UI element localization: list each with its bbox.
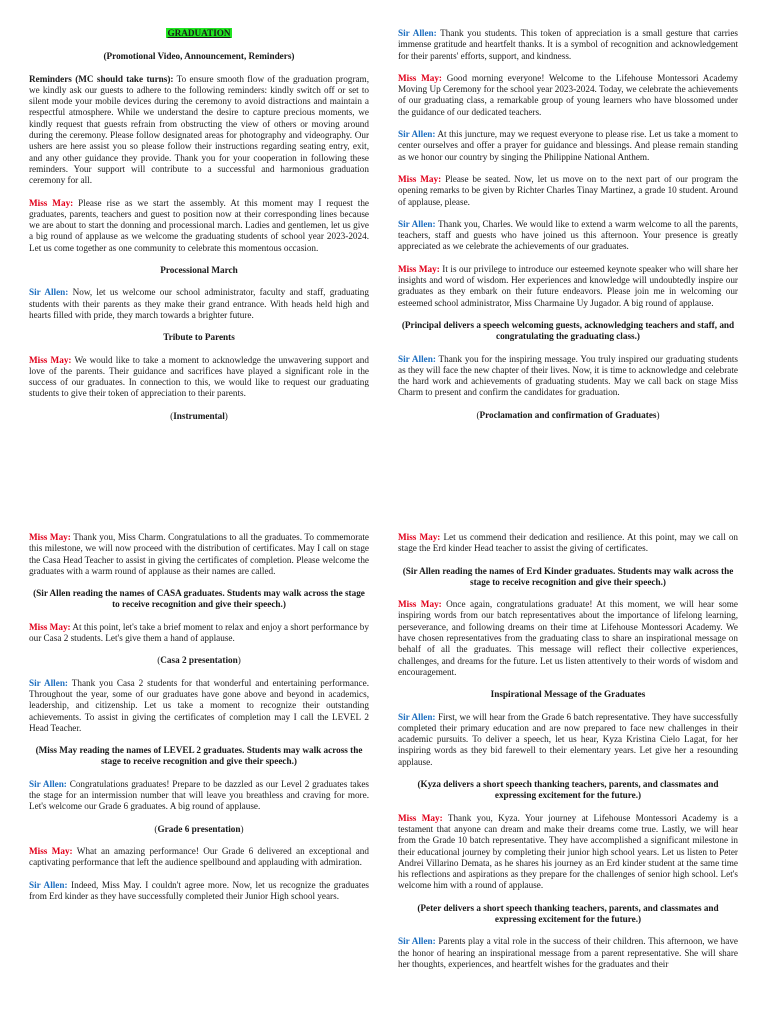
script-paragraph: Sir Allen: Thank you, Charles. We would like to extend a warm welcome to all the parents, teachers, staff and guests who have joined us this afternoon. Your presence is greatly appreciated as we celebrate the achievements of our graduates. bbox=[398, 218, 739, 252]
speaker-label: Miss May: bbox=[398, 599, 442, 610]
stage-direction: (Sir Allen reading the names of CASA graduates. Students may walk across the stage to receive recognition and give their speech.) bbox=[33, 588, 365, 610]
right-column bbox=[398, 28, 738, 432]
document-page-top bbox=[0, 0, 768, 506]
script-paragraph: Miss May: Please be seated. Now, let us move on to the next part of our program the opening remarks to be given by Richter Charles Tinay Martinez, a grade 10 student. Around of applause, please. bbox=[398, 173, 738, 207]
speaker-label: Sir Allen: bbox=[29, 879, 68, 890]
segment-note: (Grade 6 presentation) bbox=[154, 823, 244, 834]
speaker-label: Miss May: bbox=[398, 532, 441, 542]
speaker-label: Sir Allen: bbox=[398, 711, 436, 722]
speaker-label: Sir Allen: bbox=[29, 677, 68, 688]
speaker-label: Sir Allen: bbox=[398, 28, 437, 38]
speaker-label: Miss May: bbox=[398, 263, 440, 274]
script-paragraph: Miss May: Let us commend their dedication and resilience. At this point, may we call on stage the Erd kinder Head teacher to assist the giving of certificates. bbox=[398, 532, 739, 554]
speaker-label: Miss May: bbox=[29, 532, 71, 542]
speaker-label: Miss May: bbox=[398, 72, 442, 83]
speaker-label: Miss May: bbox=[398, 173, 442, 184]
script-paragraph: Sir Allen: Parents play a vital role in the success of their children. This afternoon, we have the honor of hearing an inspirational message from a parent representative. She will share her thoughts, experiences, and heartfelt wishes for the graduates and their bbox=[398, 936, 738, 969]
stage-direction: (Peter delivers a short speech thanking teachers, parents, and classmates and expressing excitement for the future.) bbox=[417, 902, 719, 925]
script-paragraph: Miss May: Please rise as we start the assembly. At this moment may I request the graduates, parents, teachers and guest to position now at their corresponding lines because we are about to start the donning and processional march. Ladies and gentlemen, let us give a big round of applause as we welcome the graduating students of school year 2023-2024. Let us come together as one community to celebrate this momentous occasion. bbox=[29, 197, 370, 253]
reminders-label: Reminders (MC should take turns): bbox=[29, 73, 174, 84]
speaker-label: Sir Allen: bbox=[29, 778, 67, 789]
segment-note: (Instrumental) bbox=[170, 410, 228, 421]
script-paragraph: Miss May: At this point, let's take a brief moment to relax and enjoy a short performance by our Casa 2 students. Let's give them a hand of applause. bbox=[29, 621, 369, 644]
script-paragraph: Sir Allen: At this juncture, may we request everyone to please rise. Let us take a moment to center ourselves and offer a prayer for guidance and blessings. And please remain standing as we honor our country by singing the Philippine National Anthem. bbox=[398, 129, 738, 162]
script-paragraph: Sir Allen: Thank you for the inspiring message. You truly inspired our graduating students as they will face the new chapter of their lives. Now, it is time to acknowledge and celebrate the hard work and achievements of graduating students. May we call back on stage Miss Charm to present and confirm the candidates for graduation. bbox=[398, 353, 738, 398]
speaker-label: Sir Allen: bbox=[398, 129, 436, 140]
section-heading: Processional March bbox=[160, 265, 238, 276]
right-column bbox=[398, 532, 738, 981]
script-paragraph: Sir Allen: Now, let us welcome our school administrator, faculty and staff, graduating students with their parents as they make their grand entrance. With heads held high and hearts filled with pride, they march towards a brighter future. bbox=[29, 287, 369, 320]
graduation-title: GRADUATION bbox=[167, 28, 231, 38]
script-paragraph: Sir Allen: Thank you students. This token of appreciation is a small gesture that carries immense gratitude and heartfelt thanks. It is a symbol of recognition and acknowledgement for their parents' efforts, support, and kindness. bbox=[398, 28, 738, 61]
script-paragraph: Sir Allen: Indeed, Miss May. I couldn't agree more. Now, let us recognize the graduates from Erd kinder as they have successfully completed their Junior High school years. bbox=[29, 879, 369, 901]
script-paragraph: Miss May: What an amazing performance! Our Grade 6 delivered an exceptional and captivating performance that left the audience spellbound and applauding with admiration. bbox=[29, 845, 369, 868]
script-paragraph: Sir Allen: First, we will hear from the Grade 6 batch representative. They have successfully completed their primary education and are now prepared to face new challenges in their academic pursuits. To deliver a speech, let us hear, Kyza Kristina Cielo Lagat, for her inspiring words as they bid farewell to their elementary years. Let give her a resounding applause. bbox=[398, 711, 738, 767]
speaker-label: Miss May: bbox=[29, 354, 72, 365]
script-paragraph: Sir Allen: Congratulations graduates! Prepare to be dazzled as our Level 2 graduates takes the stage for an intermission number that will leave you breathless and craving for more. Let's welcome our Grade 6 graduates. A big round of applause. bbox=[29, 778, 369, 812]
speaker-label: Sir Allen: bbox=[29, 287, 69, 298]
segment-note: (Proclamation and confirmation of Graduates) bbox=[476, 409, 660, 420]
segment-note: (Casa 2 presentation) bbox=[157, 655, 241, 666]
stage-direction: (Kyza delivers a short speech thanking teachers, parents, and classmates and expressing excitement for the future.) bbox=[417, 779, 719, 801]
document-page-bottom bbox=[0, 518, 768, 1024]
script-paragraph: Miss May: We would like to take a moment to acknowledge the unwavering support and love of the parents. Their guidance and sacrifices have played a significant role in the success of our graduates. In connection to this, we would like to request our graduating students to give their token of appreciation to their parents. bbox=[29, 354, 369, 399]
stage-direction: (Principal delivers a speech welcoming guests, acknowledging teachers and staff, and congratulating the graduating class.) bbox=[401, 319, 735, 342]
program-subtitle: (Promotional Video, Announcement, Reminders) bbox=[103, 51, 295, 62]
speaker-label: Miss May: bbox=[29, 621, 71, 632]
stage-direction: (Miss May reading the names of LEVEL 2 graduates. Students may walk across the stage to receive recognition and give their speech.) bbox=[35, 745, 363, 767]
left-column bbox=[29, 532, 369, 913]
speaker-label: Miss May: bbox=[29, 845, 73, 856]
section-heading: Tribute to Parents bbox=[163, 332, 235, 343]
script-paragraph: Miss May: Thank you, Kyza. Your journey at Lifehouse Montessori Academy is a testament that anyone can dream and make their dreams come true. Lastly, we will hear from the Grade 10 batch representative. They have accomplished a significant milestone in their educational journey by completing their junior high school years. Let us listen to Peter Andrei Villarino Demata, as he shares his journey as an Erd kinder student at the same time his reflections and aspirations as they prepare for the challenges of senior high school. Let's welcome him with a round of applause. bbox=[398, 812, 738, 891]
section-heading: Inspirational Message of the Graduates bbox=[490, 689, 646, 700]
script-paragraph: Miss May: It is our privilege to introduce our esteemed keynote speaker who will share her insights and word of wisdom. Her experiences and knowledge will undoubtedly inspire our graduates as they embark on their future endeavors. Please join me in welcoming our esteemed school administrator, Miss Charmaine Uy Jugador. A big round of applause. bbox=[398, 263, 739, 308]
speaker-label: Miss May: bbox=[398, 812, 443, 823]
speaker-label: Sir Allen: bbox=[398, 353, 436, 364]
script-paragraph: Miss May: Once again, congratulations graduate! At this moment, we will hear some inspiring words from our batch representatives about the importance of lifelong learning, perseverance, and following dreams on their time at Lifehouse Montessori Academy. We have chosen representatives from the graduating class to share an inspirational message on behalf of all the graduates. This message will reflect their collective experiences, challenges, and dreams for the future. Let us listen attentively to their words of wisdom and encouragement. bbox=[398, 599, 738, 677]
stage-direction: (Sir Allen reading the names of Erd Kinder graduates. Students may walk across the stage to receive recognition and give their speech.) bbox=[402, 565, 734, 587]
script-paragraph: Sir Allen: Thank you Casa 2 students for that wonderful and entertaining performance. Throughout the year, some of our graduates have gone above and beyond in academics, leadership, and citizenship. Let us take a moment to recognize their outstanding achievements. To assist in giving the certificates of completion may I call the LEVEL 2 Head Teacher. bbox=[29, 677, 369, 733]
script-paragraph: Miss May: Thank you, Miss Charm. Congratulations to all the graduates. To commemorate this milestone, we will now proceed with the distribution of certificates. May I call on stage the Casa Head Teacher to assist in giving the certificates of completion. Please welcome the graduates with a warm round of applause as their names are called. bbox=[29, 532, 370, 576]
left-column bbox=[29, 28, 369, 433]
script-paragraph: Miss May: Good morning everyone! Welcome to the Lifehouse Montessori Academy Moving Up Ceremony for the school year 2023-2024. Today, we celebrate the achievements of our graduating class, a remarkable group of young learners who have blossomed under the guidance of our dedicated teachers. bbox=[398, 72, 739, 117]
speaker-label: Miss May: bbox=[29, 197, 74, 208]
reminders-paragraph: Reminders (MC should take turns): To ensure smooth flow of the graduation program, we kindly ask our guests to adhere to the following reminders: kindly switch off or set to silent mode your mobile devices during the ceremony to avoid distractions and maintain a respectful atmosphere. While we understand the desire to capture precious moments, we kindly request that guests refrain from obstructing the view of others or moving around during the ceremony. Please follow designated areas for photography and videography. Our ushers are here assist you so please follow their instructions regarding seating entry, exit, and any other guidance they provide. Thank you for your cooperation in following these reminders. Your support will contribute to a successful and harmonious graduation ceremony for all. bbox=[29, 73, 369, 186]
speaker-label: Sir Allen: bbox=[398, 218, 436, 229]
speaker-label: Sir Allen: bbox=[398, 936, 436, 947]
